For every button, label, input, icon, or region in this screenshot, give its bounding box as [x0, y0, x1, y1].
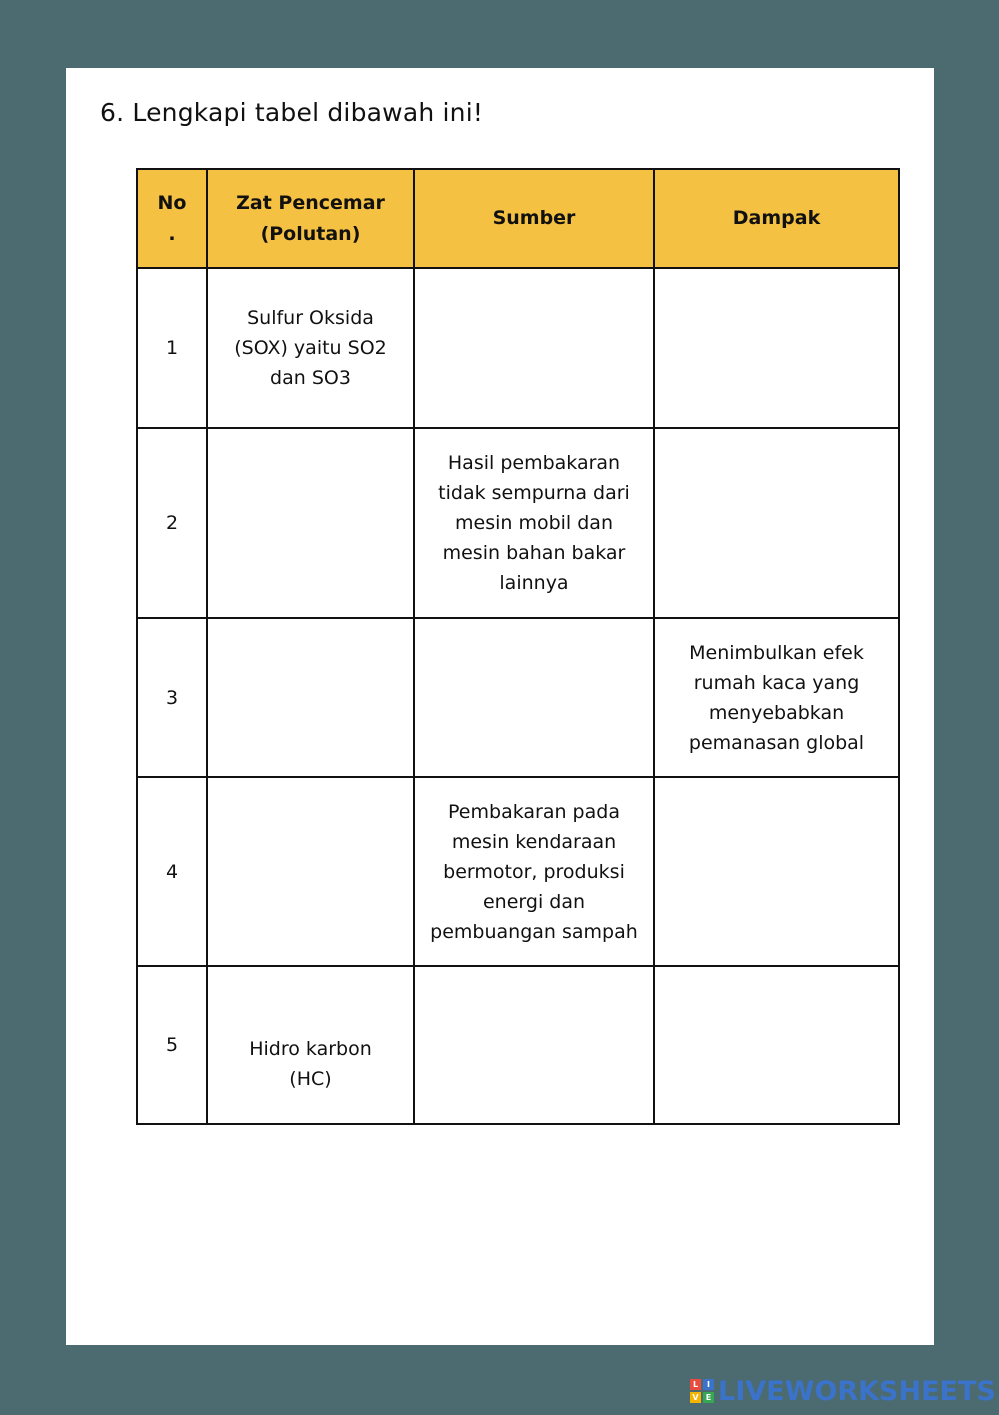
cell-line: mesin kendaraan [451, 830, 617, 853]
table-row [137, 428, 899, 618]
cell-dampak-blank[interactable] [654, 777, 899, 966]
header-zat-line2: (Polutan) [260, 222, 361, 245]
cell-sumber-blank[interactable] [414, 268, 654, 428]
header-dampak: Dampak [654, 169, 899, 268]
cell-no: 4 [137, 777, 207, 966]
header-zat-pencemar [207, 169, 414, 268]
table-row [137, 618, 899, 777]
cell-line: pemanasan global [688, 731, 865, 754]
cell-no: 5 [137, 966, 207, 1124]
cell-dampak-blank[interactable] [654, 268, 899, 428]
table-row [137, 777, 899, 966]
liveworksheets-logo [690, 1374, 996, 1408]
cell-zat[interactable] [207, 966, 414, 1124]
cell-line: Hasil pembakaran [447, 452, 621, 474]
cell-line: Pembakaran pada [448, 800, 620, 823]
cell-line: mesin mobil dan [455, 512, 613, 534]
table-header-row [137, 169, 899, 268]
header-sumber: Sumber [414, 169, 654, 268]
cell-line: rumah kaca yang [693, 671, 860, 694]
cell-dampak-blank[interactable] [654, 966, 899, 1124]
cell-line: (SOX) yaitu SO2 [234, 337, 387, 359]
cell-line: Sulfur Oksida [247, 307, 374, 329]
cell-sumber-blank[interactable] [414, 618, 654, 777]
cell-no: 2 [137, 428, 207, 618]
logo-mark-v: V [690, 1392, 701, 1403]
logo-mark-icon [690, 1379, 714, 1403]
cell-line: Hidro karbon [249, 1038, 372, 1060]
cell-sumber[interactable] [414, 428, 654, 618]
cell-dampak-blank[interactable] [654, 428, 899, 618]
cell-line: lainnya [499, 572, 569, 594]
cell-line: Menimbulkan efek [689, 641, 864, 664]
cell-line: menyebabkan [708, 701, 845, 724]
pollutant-table [136, 168, 900, 1125]
header-zat-line1: Zat Pencemar [236, 191, 385, 214]
cell-line: energi dan [482, 890, 586, 913]
header-no [137, 169, 207, 268]
header-no-line2: . [168, 222, 176, 245]
cell-line: mesin bahan bakar [442, 542, 626, 564]
cell-zat-blank[interactable] [207, 428, 414, 618]
cell-zat-blank[interactable] [207, 618, 414, 777]
table-row [137, 966, 899, 1124]
worksheet-page [66, 68, 934, 1345]
cell-sumber-blank[interactable] [414, 966, 654, 1124]
cell-dampak[interactable] [654, 618, 899, 777]
logo-mark-e: E [703, 1392, 714, 1403]
cell-zat[interactable] [207, 268, 414, 428]
cell-no: 3 [137, 618, 207, 777]
cell-sumber[interactable] [414, 777, 654, 966]
cell-line: bermotor, produksi [443, 860, 625, 883]
logo-text: LIVEWORKSHEETS [718, 1375, 996, 1407]
question-text: 6. Lengkapi tabel dibawah ini! [100, 98, 484, 127]
cell-no: 1 [137, 268, 207, 428]
cell-line: pembuangan sampah [430, 920, 638, 943]
cell-line: tidak sempurna dari [438, 482, 630, 504]
logo-mark-l: L [690, 1379, 701, 1390]
cell-line: (HC) [289, 1068, 332, 1090]
logo-mark-i: I [703, 1379, 714, 1390]
cell-zat-blank[interactable] [207, 777, 414, 966]
cell-line: dan SO3 [270, 367, 351, 389]
table-row [137, 268, 899, 428]
header-no-line1: No [157, 191, 187, 214]
